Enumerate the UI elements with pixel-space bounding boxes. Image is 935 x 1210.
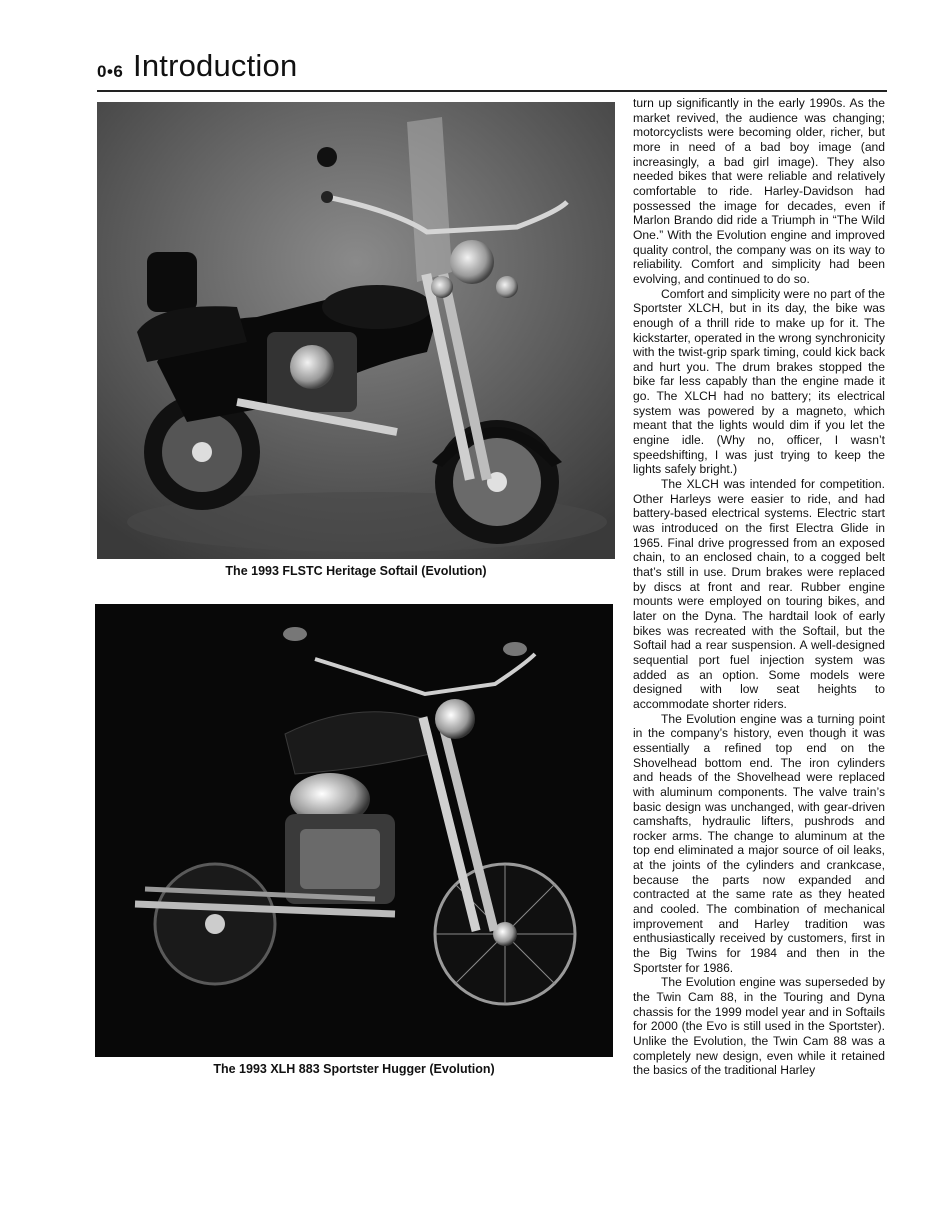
body-paragraph: Comfort and simplicity were no part of the Sportster XLCH, but in its day, the bike was enough of a thrill ride to make up for it. The kickstarter, operated in the wrong synchronicity with the twist-grip spark timing, could kick back and hurt you. The drum brakes stopped the bike far less capably than the engine made it go. The XLCH had no battery; its electrical system was powered by a magneto, which meant that the lights would dim if you let the engine idle. (Why no, officer, I wasn’t speedshifting, I was just trying to keep the lights safely bright.) bbox=[633, 286, 885, 477]
page-title: Introduction bbox=[133, 48, 298, 83]
body-paragraph: The Evolution engine was a turning point in the company’s history, even though it was essentially a refined top end on the Shovelhead bottom end. The iron cylinders and heads of the Shovelhead were replaced with aluminum components. The valve train’s basic design was unchanged, with gear-driven camshafts, hydraulic lifters, pushrods and rocker arms. The change to aluminum at the top end eliminated a major source of oil leaks, at the joints of the cylinders and crankcase, because the parts now expanded and contracted at the same rate as they heated and cooled. The combination of mechanical improvement and Harley tradition was enthusiastically received by customers, first in the Big Twins for 1984 and then in the Sportster for 1986. bbox=[633, 711, 885, 975]
motorcycle-photo-illustration bbox=[95, 604, 613, 1057]
page-number: 0•6 bbox=[97, 62, 124, 81]
page-header bbox=[97, 48, 887, 88]
heritage-softail-photo bbox=[97, 102, 615, 559]
motorcycle-photo-illustration bbox=[97, 102, 615, 559]
body-text-column bbox=[633, 96, 885, 1078]
body-paragraph: The XLCH was intended for competition. Other Harleys were easier to ride, and had battery-based electrical systems. Electric start was introduced on the first Electra Glide in 1965. Final drive progressed from an exposed chain, to an enclosed chain, to a cogged belt that’s still in use. Drum brakes were replaced by discs at front and rear. Rubber engine mounts were employed on touring bikes, and later on the Dyna. The hardtail look of early bikes was recreated with the Softail, but the Softail had a rear suspension. A well-designed sequential port fuel injection system was added as an option. Some models were designed with low seat heights to accommodate shorter riders. bbox=[633, 477, 885, 711]
figure-caption: The 1993 FLSTC Heritage Softail (Evolution) bbox=[225, 564, 487, 578]
body-paragraph: The Evolution engine was superseded by the Twin Cam 88, in the Touring and Dyna chassis for the 1999 model year and in Softails for 2000 (the Evo is still used in the Sportster). Unlike the Evolution, the Twin Cam 88 was a completely new design, even while it retained the basics of the traditional Harley bbox=[633, 975, 885, 1078]
header-rule bbox=[97, 90, 887, 92]
figure-caption: The 1993 XLH 883 Sportster Hugger (Evolution) bbox=[213, 1062, 495, 1076]
sportster-hugger-photo bbox=[95, 604, 613, 1057]
body-paragraph: turn up significantly in the early 1990s. As the market revived, the audience was changing; motorcyclists were becoming older, richer, but more in need of a bad boy image (and increasingly, a bad girl image). They also needed bikes that were reliable and relatively comfortable to ride. Harley-Davidson had possessed the image for decades, even if Marlon Brando did ride a Triumph in “The Wild One.” With the Evolution engine and improved quality control, the company was on its way to reliability. Comfort and simplicity had been evolving, and continued to do so. bbox=[633, 96, 885, 286]
